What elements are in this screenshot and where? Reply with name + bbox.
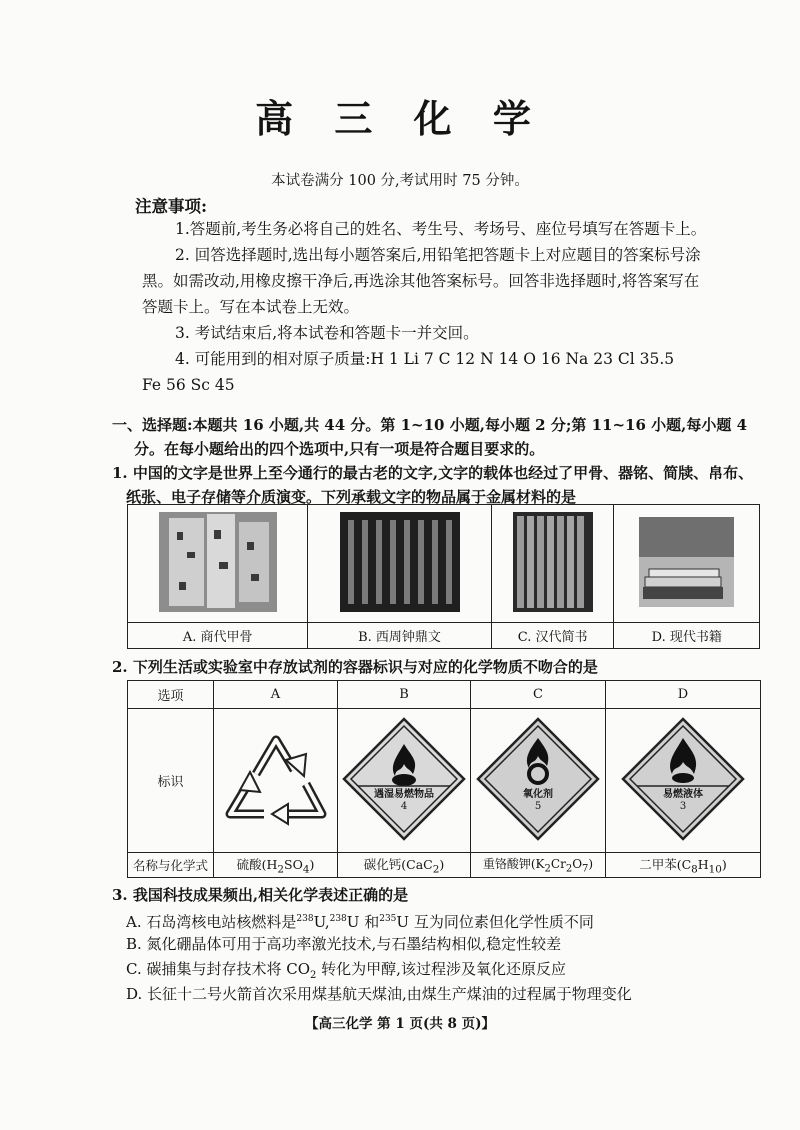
q2-header-c: C [471,681,606,709]
bronze-inscription-image [340,512,460,612]
name-c-sub3: 7 [582,863,589,875]
bamboo-slips-image [513,512,593,612]
name-c-mid2: O [572,857,583,872]
books-image [639,517,734,607]
notice-line-4: 答题卡上。写在本试卷上无效。 [142,298,360,316]
q3-a-mass-1: 238 [296,914,314,924]
q3-option-a [126,908,594,933]
name-c-sub2: 2 [565,863,573,875]
name-d-pre: 二甲苯(C [639,856,692,872]
q1-option-d: D. 现代书籍 [614,623,760,649]
page-title: 高 三 化 学 [255,96,545,141]
q1-image-b [308,505,491,623]
page-footer: 【高三化学 第 1 页(共 8 页)】 [304,1016,496,1032]
notice-line-2: 2. 回答选择题时,选出每小题答案后,用铅笔把答题卡上对应题目的答案标号涂 [175,246,701,264]
recycle-icon [218,724,334,834]
q1-options-table [127,504,760,648]
q3-option-b: B. 氮化硼晶体可用于高功率激光技术,与石墨结构相似,稳定性较差 [126,935,562,953]
q3-c-pre: C. 碳捕集与封存技术将 CO [126,960,311,978]
sign-c-number: 5 [534,801,542,812]
oracle-bone-image [159,512,277,612]
name-c-post: ) [588,857,594,872]
name-a-pre: 硫酸(H [236,856,278,872]
q2-sign-a [214,709,338,853]
q1-stem-line-2: 纸张、电子存储等介质演变。下列承载文字的物品属于金属材料的是 [126,488,577,506]
name-a-post: ) [309,856,315,872]
q3-stem: 3. 我国科技成果频出,相关化学表述正确的是 [112,886,409,904]
q3-a-u1: U, [313,913,330,931]
q2-header-d: D [606,681,761,709]
q2-name-d [606,853,761,878]
name-a-sub2: 4 [302,863,310,876]
name-b-sub1: 2 [432,863,440,876]
name-b-pre: 碳化钙(CaC [363,856,433,872]
q3-a-u2: U 和 [346,913,380,931]
name-d-sub1: 8 [691,863,698,876]
sign-b-text: 遇湿易燃物品 [374,789,434,800]
q3-c-post: 转化为甲醇,该过程涉及氧化还原反应 [316,960,566,978]
exam-subtitle: 本试卷满分 100 分,考试用时 75 分钟。 [271,173,529,189]
sign-b-number: 4 [400,801,408,812]
q2-sign-d [606,709,761,853]
q2-name-b [338,853,471,878]
q2-name-a [214,853,338,878]
q1-option-c: C. 汉代简书 [491,623,614,649]
q2-stem: 2. 下列生活或实验室中存放试剂的容器标识与对应的化学物质不吻合的是 [112,658,598,676]
notice-line-3: 黑。如需改动,用橡皮擦干净后,再选涂其他答案标号。回答非选择题时,将答案写在 [142,272,700,290]
q2-header-b: B [338,681,471,709]
name-d-mid: H [697,856,709,872]
notice-line-1: 1.答题前,考生务必将自己的姓名、考生号、考场号、座位号填写在答题卡上。 [175,220,707,238]
q1-image-c [491,505,614,623]
sign-c-text: 氧化剂 [523,789,553,800]
q2-row-label-sign: 标识 [128,709,214,853]
sign-d-text: 易燃液体 [663,789,703,800]
name-d-sub2: 10 [708,863,722,876]
notice-line-7: Fe 56 Sc 45 [142,376,235,394]
q2-sign-b [338,709,471,853]
oxidizer-icon [475,716,601,842]
name-c-sub1: 2 [544,863,551,875]
q1-option-a: A. 商代甲骨 [128,623,308,649]
sign-d-number: 3 [679,801,687,812]
notice-line-5: 3. 考试结束后,将本试卷和答题卡一并交回。 [175,324,479,342]
q2-name-c [471,853,606,878]
name-a-sub1: 2 [277,863,285,876]
name-b-post: ) [439,856,445,872]
q1-image-a [128,505,308,623]
q1-stem-line-1: 1. 中国的文字是世界上至今通行的最古老的文字,文字的载体也经过了甲骨、器铭、简牍、帛布、 [112,464,754,482]
q2-header-option: 选项 [128,681,214,709]
q1-image-d [614,505,760,623]
dangerous-when-wet-icon [341,716,467,842]
notice-heading: 注意事项: [135,197,208,216]
q3-option-d: D. 长征十二号火箭首次采用煤基航天煤油,由煤生产煤油的过程属于物理变化 [126,985,632,1003]
q3-a-mass-3: 235 [379,914,397,924]
q2-row-label-name: 名称与化学式 [128,853,214,878]
name-a-mid: SO [284,856,303,872]
section-heading-line-1: 一、选择题:本题共 16 小题,共 44 分。第 1~10 小题,每小题 2 分;第 11~16 小题,每小题 4 [112,416,748,434]
section-heading-line-2: 分。在每小题给出的四个选项中,只有一项是符合题目要求的。 [134,440,545,458]
q3-a-post: U 互为同位素但化学性质不同 [396,913,594,931]
name-c-mid: Cr [550,857,566,872]
q3-a-pre: A. 石岛湾核电站核燃料是 [126,913,297,931]
q3-a-mass-2: 238 [329,914,347,924]
name-c-pre: 重铬酸钾(K [482,857,545,872]
name-d-post: ) [721,856,727,872]
q3-c-sub: 2 [310,970,317,981]
flammable-liquid-icon [620,716,746,842]
notice-line-6: 4. 可能用到的相对原子质量:H 1 Li 7 C 12 N 14 O 16 Na 23 Cl 35.5 [175,350,675,368]
q2-sign-c [471,709,606,853]
q2-table [127,680,760,877]
q1-option-b: B. 西周钟鼎文 [308,623,491,649]
q2-header-a: A [214,681,338,709]
